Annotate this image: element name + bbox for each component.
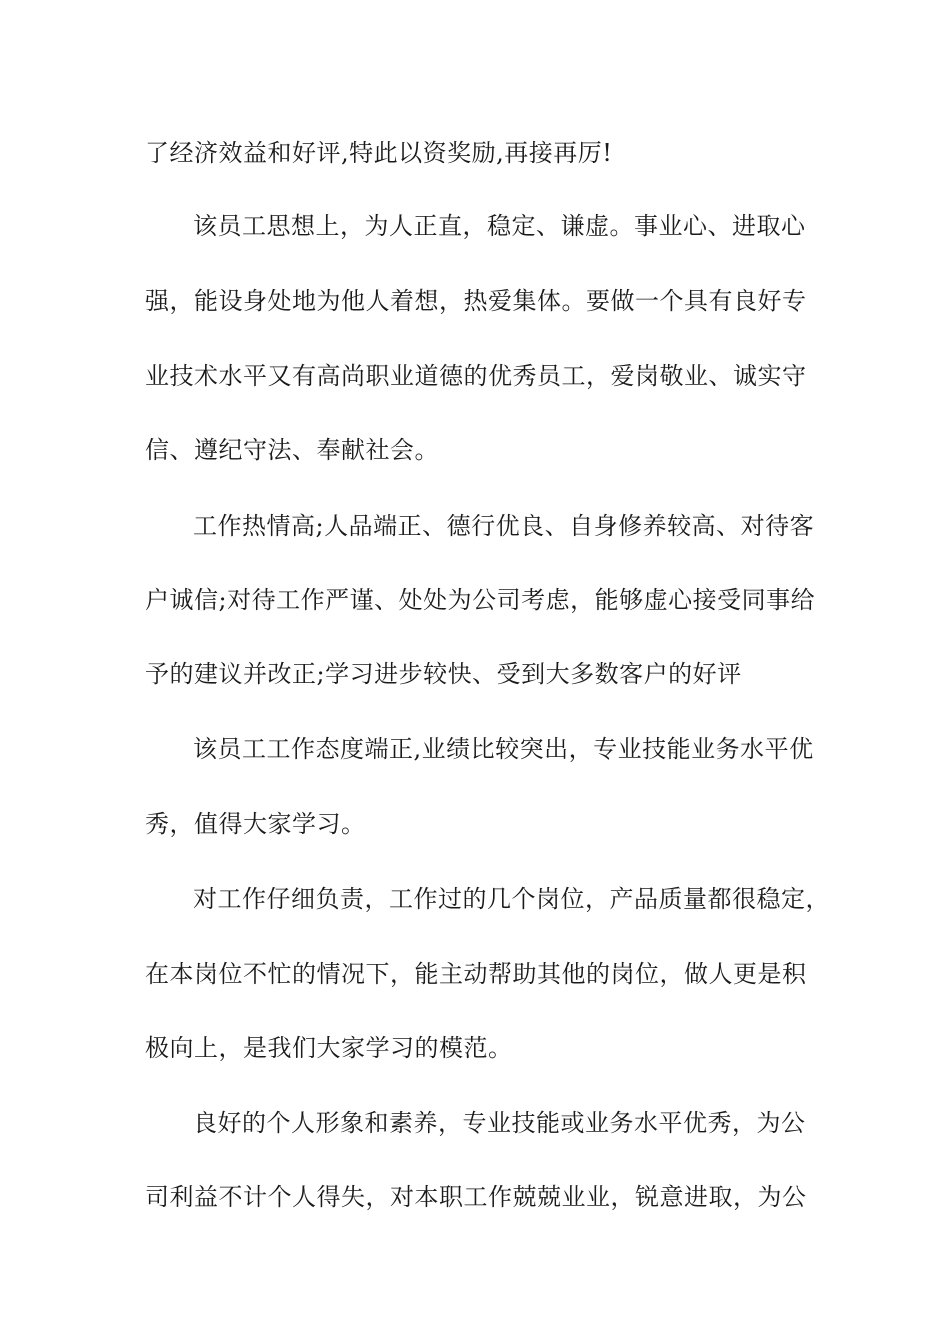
paragraph-5-line-2: 司利益不计个人得失，对本职工作兢兢业业，锐意进取，为公 — [145, 1183, 807, 1211]
paragraph-1-line-1: 该员工思想上，为人正直，稳定、谦虚。事业心、进取心 — [193, 212, 806, 240]
paragraph-2-line-3: 予的建议并改正;学习进步较快、受到大多数客户的好评 — [145, 660, 742, 688]
paragraph-5-line-1: 良好的个人形象和素养，专业技能或业务水平优秀，为公 — [193, 1109, 806, 1137]
paragraph-2-line-2: 户诚信;对待工作严谨、处处为公司考虑，能够虚心接受同事给 — [145, 586, 816, 614]
paragraph-2-line-1: 工作热情高;人品端正、德行优良、自身修养较高、对待客 — [193, 512, 815, 540]
paragraph-1-line-4: 信、遵纪守法、奉献社会。 — [145, 436, 439, 464]
paragraph-1-line-2: 强，能设身处地为他人着想，热爱集体。要做一个具有良好专 — [145, 287, 807, 315]
paragraph-4-line-2: 在本岗位不忙的情况下，能主动帮助其他的岗位，做人更是积 — [145, 960, 807, 988]
text-line-1: 了经济效益和好评,特此以资奖励,再接再厉! — [145, 139, 613, 167]
paragraph-3-line-1: 该员工工作态度端正,业绩比较突出，专业技能业务水平优 — [193, 735, 814, 763]
paragraph-3-line-2: 秀，值得大家学习。 — [145, 810, 366, 838]
paragraph-4-line-3: 极向上，是我们大家学习的模范。 — [145, 1034, 513, 1062]
paragraph-1-line-3: 业技术水平又有高尚职业道德的优秀员工，爱岗敬业、诚实守 — [145, 362, 807, 390]
paragraph-4-line-1: 对工作仔细负责，工作过的几个岗位，产品质量都很稳定， — [193, 885, 830, 913]
